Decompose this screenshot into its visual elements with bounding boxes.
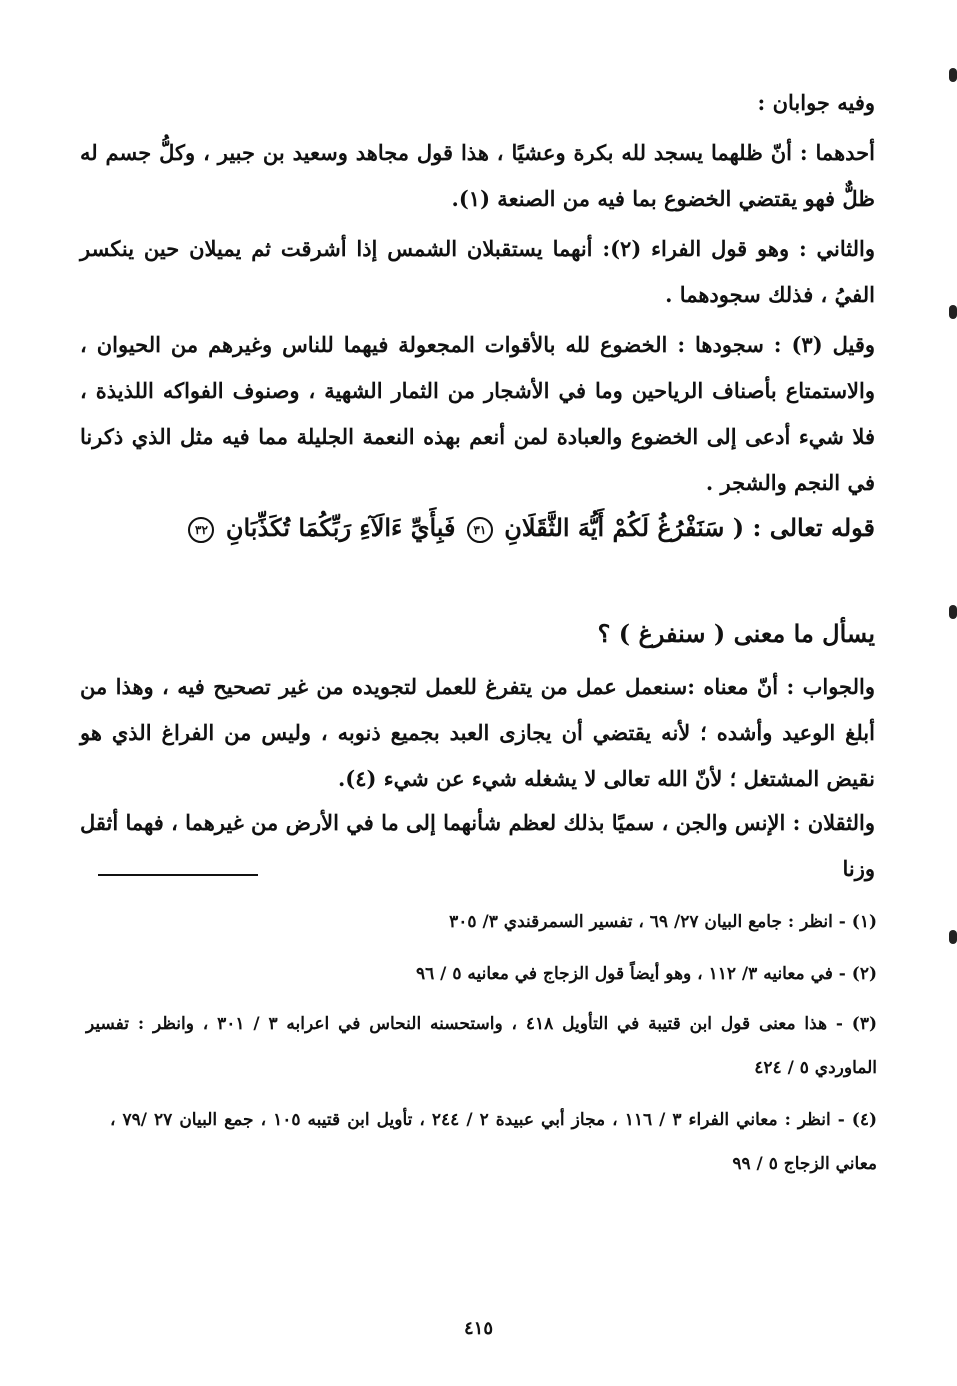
paragraph-answer: والجواب : أنّ معناه :سنعمل عمل من يتفرغ للعمل لتجويده من غير تصحيح فيه ، وهذا من أبلغ الوعيد وأشده ؛ لأنه يقتضي أن يجازى العبد بجميع ذنوبه ، وليس من الفراغ الذي هو نقيض المشتغل ؛ لأنّ الله تعالى لا يشغله شيء عن شيء (٤). <box>80 674 875 791</box>
question-heading: يسأل ما معنى ( سنفرغ ) ؟ <box>597 619 875 648</box>
verse-prefix: قوله تعالى : ( <box>732 513 875 542</box>
quran-verse-line <box>80 508 875 548</box>
footnote-3: (٣) - هذا معنى قول ابن قتيبة في التأويل ٤١٨ ، واستحسنه النحاس في اعرابه ٣ / ٣٠١ ، وانظر : تفسير الماوردي ٥ / ٤٢٤ <box>86 1014 878 1078</box>
paragraph-thaqalan: والثقلان : الإنس والجن ، سميًا بذلك لعظم شأنهما إلى ما في الأرض من غيرهما ، فهما أثقل وزنا <box>80 810 875 881</box>
paragraph-intro: وفيه جوابان : <box>757 90 875 115</box>
footnote-1: (١) - انظر : جامع البيان ٢٧/ ٦٩ ، تفسير السمرقندي ٣/ ٣٠٥ <box>449 912 877 932</box>
verse-number-marker: ٣٢ <box>188 517 214 543</box>
scan-mark <box>949 305 957 319</box>
footnote-2: (٢) - في معانيه ٣/ ١١٢ ، وهو أيضاً قول الزجاج في معانيه ٥ / ٩٦ <box>416 964 877 984</box>
scan-mark <box>949 68 957 82</box>
verse-text-b: فَبِأَيِّ ءَالَآءِ رَبِّكُمَا تُكَذِّبَانِ <box>225 513 456 542</box>
verse-number-marker: ٣١ <box>467 517 493 543</box>
verse-text-a: سَنَفْرُغُ لَكُمْ أَيُّهَ الثَّقَلَانِ <box>504 513 725 542</box>
scan-mark <box>949 605 957 619</box>
page-number: ٤١٥ <box>463 1318 493 1339</box>
scan-mark <box>949 930 957 944</box>
paragraph-second-answer: والثاني : وهو قول الفراء (٢): أنهما يستقبلان الشمس إذا أشرقت ثم يميلان حين ينكسر الفيُ ، فذلك سجودهما . <box>80 236 876 307</box>
paragraph-first-answer: أحدهما : أنّ ظلهما يسجد لله بكرة وعشيًا ، هذا قول مجاهد وسعيد بن جبير ، وكلُّ جسم له ظلٌّ فهو يقتضي الخضوع بما فيه من الصنعة (١). <box>80 140 875 211</box>
footnote-separator <box>98 874 258 876</box>
paragraph-third-opinion: وقيل (٣) : سجودها : الخضوع لله بالأقوات المجعولة فيهما للناس وغيرهم من الحيوان ، والاستمتاع بأصناف الرياحين وما في الأشجار من الثمار الشهية ، وصنوف الفواكه اللذيذة ، فلا شيء أدعى إلى الخضوع والعبادة لمن أنعم بهذه النعمة الجليلة مما فيه مثل الذي ذكرنا في النجم والشجر . <box>80 332 876 495</box>
footnote-4: (٤) - انظر : معاني الفراء ٣ / ١١٦ ، مجاز أبي عبيدة ٢ / ٢٤٤ ، تأويل ابن قتيبه ١٠٥ ، جمع البيان ٢٧ /٧٩ ، معاني الزجاج ٥ / ٩٩ <box>110 1110 878 1174</box>
